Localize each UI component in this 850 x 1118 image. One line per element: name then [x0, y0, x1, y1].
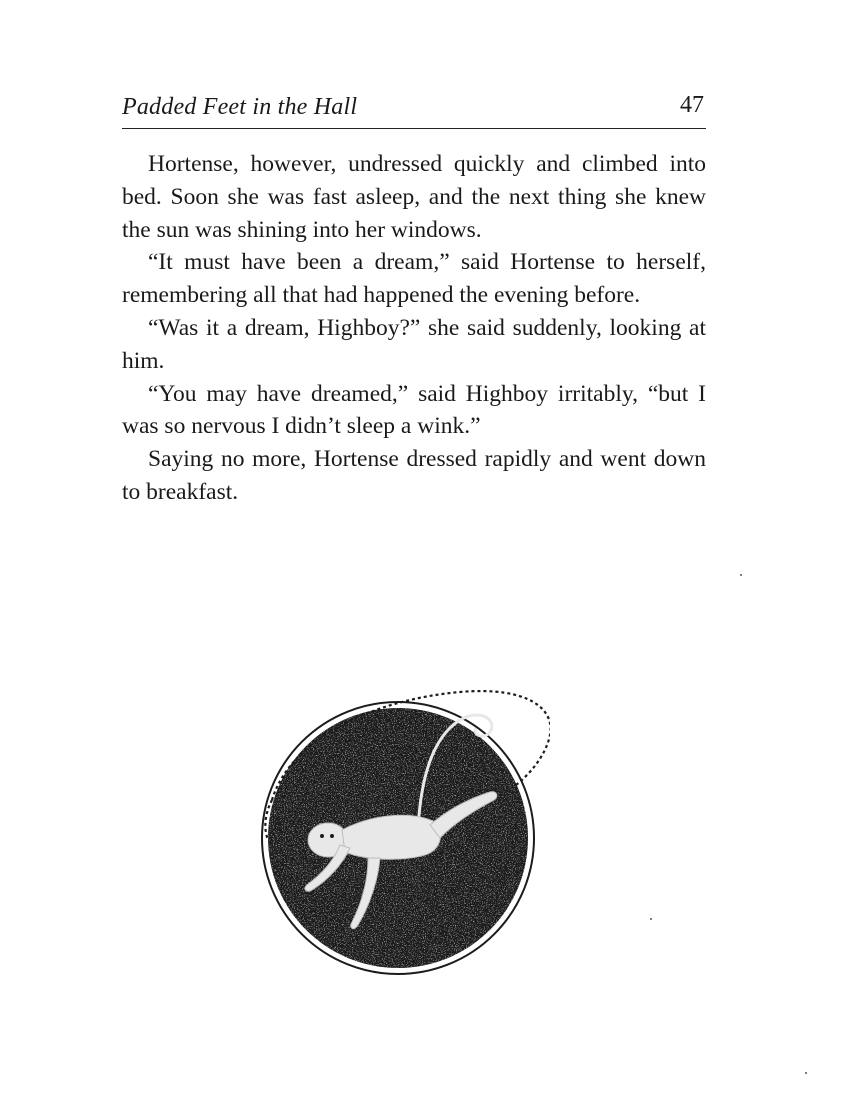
paragraph: “You may have dreamed,” said Highboy irritably, “but I was so nervous I didn’t sleep a wink.” — [122, 380, 706, 440]
running-head — [122, 92, 706, 129]
page-number: 47 — [680, 92, 704, 118]
stray-mark — [650, 918, 652, 920]
running-title: Padded Feet in the Hall — [122, 94, 358, 120]
paragraph: “Was it a dream, Highboy?” she said suddenly, looking at him. — [122, 314, 706, 374]
monkey-medallion-icon — [250, 680, 550, 980]
paragraph: Hortense, however, undressed quickly and climbed into bed. Soon she was fast asleep, and the next thing she knew the sun was shining into her windows. — [122, 151, 706, 243]
stray-mark — [805, 1072, 807, 1074]
body-text — [122, 148, 706, 509]
paragraph: Saying no more, Hortense dressed rapidly and went down to breakfast. — [122, 446, 706, 505]
stray-mark — [740, 574, 742, 576]
paragraph: “It must have been a dream,” said Hortense to herself, remembering all that had happened the evening before. — [122, 249, 706, 309]
